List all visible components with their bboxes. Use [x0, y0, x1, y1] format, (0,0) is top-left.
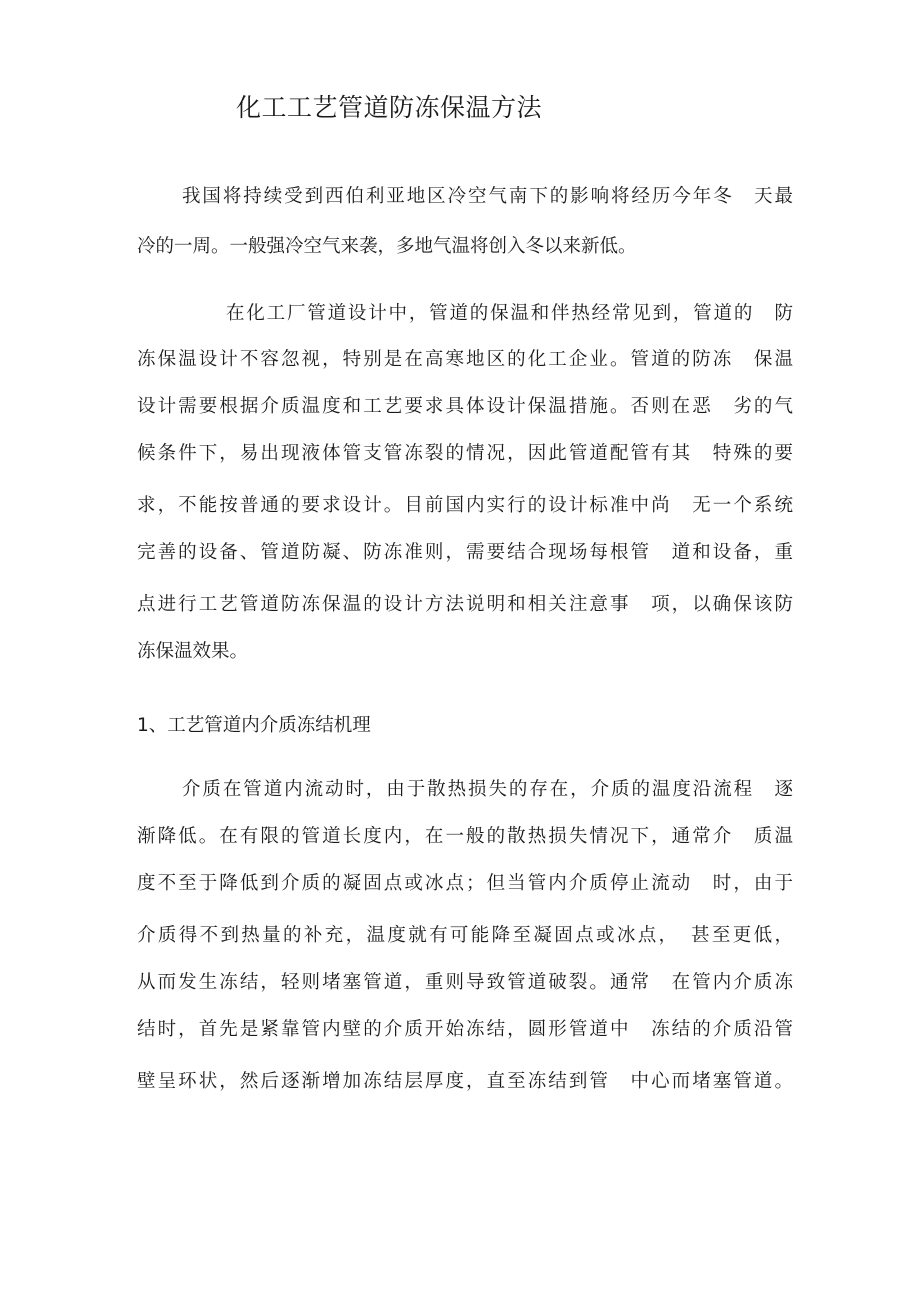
- paragraph2-line: 在化工厂管道设计中，管道的保温和伴热经常见到，管道的 防: [226, 303, 793, 324]
- paragraph2-line: 候条件下，易出现液体管支管冻裂的情况，因此管道配管有其 特殊的要: [137, 443, 793, 464]
- paragraph1-line: 我国将持续受到西伯利亚地区冷空气南下的影响将经历今年冬 天最: [182, 186, 793, 207]
- paragraph2-line: 求，不能按普通的要求设计。目前国内实行的设计标准中尚 无一个系统: [137, 495, 793, 516]
- paragraph1-line: 冷的一周。一般强冷空气来袭，多地气温将创入冬以来新低。: [137, 236, 637, 257]
- paragraph2-line: 点进行工艺管道防冻保温的设计方法说明和相关注意事 项，以确保该防: [137, 594, 793, 615]
- section1-heading: 1、工艺管道内介质冻结机理: [137, 715, 371, 736]
- paragraph2-line: 冻保温效果。: [137, 641, 249, 662]
- paragraph3-line: 结时，首先是紧靠管内壁的介质开始冻结，圆形管道中 冻结的介质沿管: [137, 1019, 793, 1040]
- paragraph3-line: 度不至于降低到介质的凝固点或冰点；但当管内介质停止流动 时，由于: [137, 873, 793, 894]
- document-title: 化工工艺管道防冻保温方法: [236, 93, 543, 122]
- paragraph2-line: 冻保温设计不容忽视，特别是在高寒地区的化工企业。管道的防冻 保温: [137, 349, 793, 370]
- paragraph3-line: 介质得不到热量的补充，温度就有可能降至凝固点或冰点， 甚至更低，: [137, 925, 793, 946]
- paragraph3-line: 渐降低。在有限的管道长度内，在一般的散热损失情况下，通常介 质温: [137, 826, 793, 847]
- paragraph2-line: 设计需要根据介质温度和工艺要求具体设计保温措施。否则在恶 劣的气: [137, 396, 793, 417]
- paragraph3-line: 壁呈环状，然后逐渐增加冻结层厚度，直至冻结到管 中心而堵塞管道。: [137, 1071, 793, 1092]
- paragraph2-line: 完善的设备、管道防凝、防冻准则，需要结合现场每根管 道和设备，重: [137, 542, 793, 563]
- paragraph3-line: 从而发生冻结，轻则堵塞管道，重则导致管道破裂。通常 在管内介质冻: [137, 972, 793, 993]
- paragraph3-line: 介质在管道内流动时，由于散热损失的存在，介质的温度沿流程 逐: [182, 779, 793, 800]
